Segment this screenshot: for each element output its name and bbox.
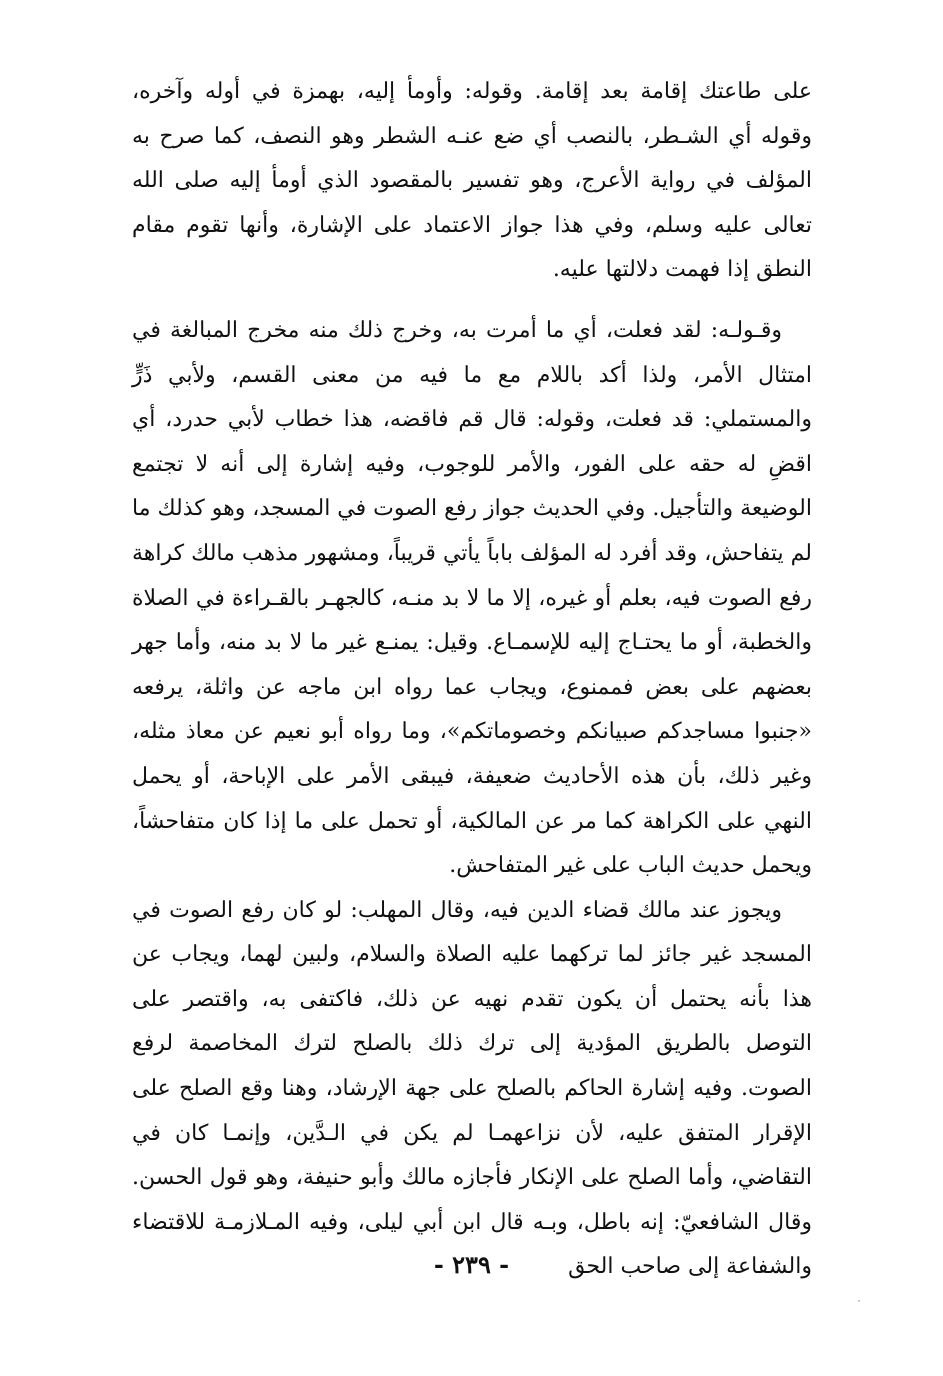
paragraph-2: وقـولـه: لقد فعلت، أي ما أمرت به، وخرج ذلك منه مخرج المبالغة في امتثال الأمر، ولذا أكد باللام مع ما فيه من معنى القسم، ولأبي ذَرٍّ والمستملي: قد فعلت، وقوله: قال قم فاقضه، هذا خطاب لأبي حدرد، أي اقضِ له حقه على الفور، والأمر للوجوب، وفيه إشارة إلى أنه لا تجتمع الوضيعة والتأجيل. وفي الحديث جواز رفع الصوت في المسجد، وهو كذلك ما لم يتفاحش، وقد أفرد له المؤلف باباً يأتي قريباً، ومشهور مذهب مالك كراهة رفع الصوت فيه، بعلم أو غيره، إلا ما لا بد منـه، كالجهـر بالقـراءة في الصلاة والخطبة، أو ما يحتـاج إليه للإسمـاع. وقيل: يمنـع غير ما لا بد منه، وأما جهر بعضهم على بعض فممنوع، ويجاب عما رواه ابن ماجه عن واثلة، يرفعه «جنبوا مساجدكم صبيانكم وخصوماتكم»، وما رواه أبو نعيم عن معاذ مثله، وغير ذلك، بأن هذه الأحاديث ضعيفة، فيبقى الأمر على الإباحة، أو يحمل النهي على الكراهة كما مر عن المالكية، أو تحمل على ما إذا كان متفاحشاً، ويحمل حديث الباب على غير المتفاحش. bbox=[131, 317, 812, 879]
page-number: - ٢٣٩ - bbox=[433, 1250, 510, 1279]
paragraph-3: ويجوز عند مالك قضاء الدين فيه، وقال المهلب: لو كان رفع الصوت في المسجد غير جائز لما تركهما عليه الصلاة والسلام، ولبين لهما، ويجاب عن هذا بأنه يحتمل أن يكون تقدم نهيه عن ذلك، فاكتفى به، واقتصر على التوصل بالطريق المؤدية إلى ترك ذلك بالصلح لترك المخاصمة لرفع الصوت. وفيه إشارة الحاكم بالصلح على جهة الإرشاد، وهنا وقع الصلح على الإقرار المتفق عليه، لأن نزاعهمـا لم يكن في الـدَّين، وإنمـا كان في التقاضي، وأما الصلح على الإنكار فأجازه مالك وأبو حنيفة، وهو قول الحسن. وقال الشافعيّ: إنه باطل، وبـه قال ابن أبي ليلى، وفيه المـلازمـة للاقتضاء والشفاعة إلى صاحب الحق bbox=[132, 897, 812, 1280]
body-text bbox=[132, 70, 812, 1290]
scan-speck bbox=[858, 1300, 860, 1302]
paragraph-1: على طاعتك إقامة بعد إقامة. وقوله: وأومأ إليه، بهمزة في أوله وآخره، وقوله أي الشـطر، بالنصب أي ضع عنـه الشطر وهو النصف، كما صرح به المؤلف في رواية الأعرج، وهو تفسير بالمقصود الذي أومأ إليه صلى الله تعالى عليه وسلم، وفي هذا جواز الاعتماد على الإشارة، وأنها تقوم مقام النطق إذا فهمت دلالتها عليه. bbox=[132, 79, 812, 283]
